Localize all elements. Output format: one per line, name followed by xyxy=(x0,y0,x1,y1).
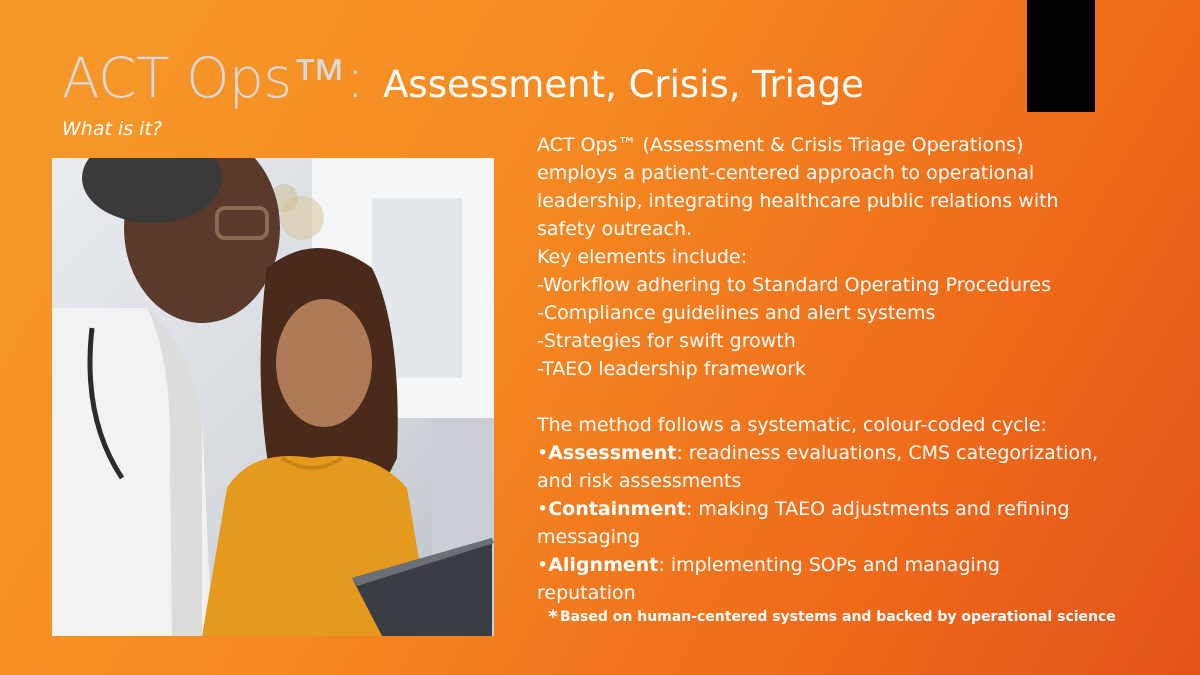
cycle-item-continuation: reputation xyxy=(537,582,636,604)
cycle-item-alignment xyxy=(537,551,1187,579)
method-heading: The method follows a systematic, colour-coded cycle: xyxy=(537,414,1047,436)
cycle-item-continuation: messaging xyxy=(537,526,641,548)
cycle-item-containment xyxy=(537,495,1187,523)
photo-illustration xyxy=(52,158,494,636)
cycle-desc: : making TAEO adjustments and refining xyxy=(685,498,1070,520)
slide-title xyxy=(62,46,864,110)
doctor-patient-photo xyxy=(52,158,494,636)
key-element-item: -TAEO leadership framework xyxy=(537,358,807,380)
title-main: ACT Ops™: xyxy=(62,46,365,110)
cycle-term: Containment xyxy=(548,498,686,520)
footnote xyxy=(548,606,1116,628)
cycle-desc: : implementing SOPs and managing xyxy=(658,554,1000,576)
key-element-item: -Workflow adhering to Standard Operating Procedures xyxy=(537,274,1052,296)
slide-subtitle: What is it? xyxy=(62,118,162,140)
key-element-item: -Compliance guidelines and alert systems xyxy=(537,302,936,324)
title-sub: Assessment, Crisis, Triage xyxy=(383,63,864,106)
cycle-term: Assessment xyxy=(548,442,677,464)
key-elements-heading: Key elements include: xyxy=(537,246,748,268)
cycle-item-assessment xyxy=(537,439,1187,467)
bullet-glyph: • xyxy=(537,498,549,520)
bullet-glyph: • xyxy=(537,442,549,464)
intro-line: ACT Ops™ (Assessment & Crisis Triage Operations) xyxy=(537,134,1024,156)
key-element-item: -Strategies for swift growth xyxy=(537,330,796,352)
corner-accent-bar xyxy=(1027,0,1095,112)
body-text xyxy=(537,131,1187,607)
intro-line: employs a patient-centered approach to operational xyxy=(537,162,1035,184)
footnote-star: * xyxy=(548,606,558,628)
intro-line: safety outreach. xyxy=(537,218,693,240)
cycle-desc: : readiness evaluations, CMS categorization, xyxy=(676,442,1099,464)
bullet-glyph: • xyxy=(537,554,549,576)
paragraph-spacer xyxy=(537,383,1187,411)
footnote-text: Based on human-centered systems and backed by operational science xyxy=(559,609,1116,625)
intro-line: leadership, integrating healthcare public relations with xyxy=(537,190,1059,212)
cycle-item-continuation: and risk assessments xyxy=(537,470,742,492)
cycle-term: Alignment xyxy=(548,554,659,576)
